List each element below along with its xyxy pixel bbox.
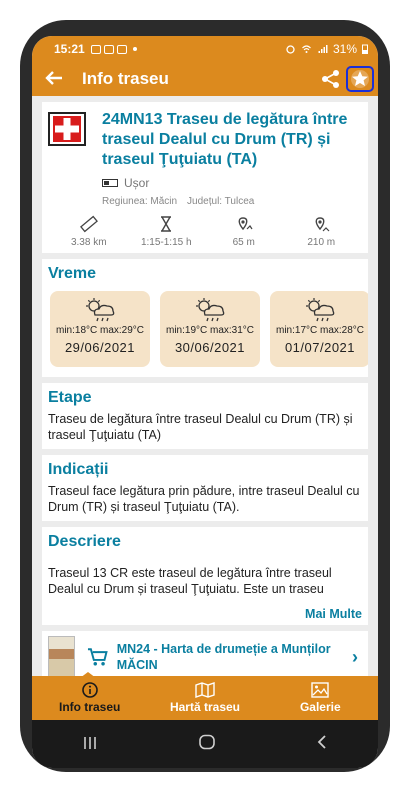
sun-rain-cloud-icon — [83, 297, 117, 323]
recent-apps-icon — [82, 736, 98, 750]
weather-date: 29/06/2021 — [64, 340, 136, 355]
status-bar — [32, 36, 378, 62]
info-icon — [82, 682, 98, 698]
weather-temps: min:17°C max:28°C — [275, 325, 365, 336]
home-button[interactable] — [198, 734, 216, 755]
favorite-button[interactable] — [346, 66, 374, 92]
hourglass-icon — [157, 215, 175, 233]
stat-elevation-gain-value: 65 m — [232, 237, 255, 248]
map-book-thumbnail — [48, 636, 75, 676]
ruler-icon — [80, 215, 98, 233]
weather-date: 01/07/2021 — [284, 340, 356, 355]
app-bar — [32, 62, 378, 96]
system-icons — [285, 42, 368, 56]
system-nav-bar — [32, 720, 378, 768]
chevron-right-icon: › — [352, 647, 358, 667]
gallery-notification-icon — [104, 45, 114, 54]
screen-title: Info traseu — [82, 69, 169, 88]
wifi-icon — [301, 44, 312, 54]
cart-icon — [87, 646, 108, 668]
notification-icons — [91, 45, 137, 54]
message-icon — [91, 45, 101, 54]
elevation-max-icon — [312, 215, 330, 233]
stat-elevation-max-value: 210 m — [307, 237, 336, 248]
signal-icon — [317, 44, 328, 54]
share-icon[interactable] — [320, 68, 342, 90]
difficulty-label: Ușor — [124, 176, 150, 190]
elevation-up-icon — [235, 215, 253, 233]
system-back-button[interactable] — [316, 734, 328, 755]
weather-day — [50, 291, 150, 367]
mail-icon — [117, 45, 127, 54]
weather-temps: min:18°C max:29°C — [55, 325, 145, 336]
stages-card — [42, 383, 368, 449]
weather-date: 30/06/2021 — [174, 340, 246, 355]
promo-text: MN24 - Harta de drumeție a Munților MĂCIN — [116, 642, 331, 672]
sun-rain-cloud-icon — [193, 297, 227, 323]
route-title: 24MN13 Traseu de legătura între traseul Dealul cu Drum (TR) și traseul Ţuţuiatu (TA) — [102, 111, 348, 168]
description-card — [42, 527, 368, 625]
route-header-card — [42, 102, 368, 253]
tab-info-label: Info traseu — [58, 700, 121, 714]
stages-text: Traseu de legătura între traseul Dealul cu Drum (TR) și traseul Ţuţuiatu (TA) — [48, 412, 353, 442]
tab-gallery[interactable] — [263, 676, 378, 720]
alarm-icon — [285, 44, 296, 54]
red-cross-icon — [48, 112, 86, 146]
tab-map-label: Hartă traseu — [169, 700, 240, 714]
map-icon — [195, 682, 215, 698]
directions-card — [42, 455, 368, 521]
difficulty-meter-icon — [102, 179, 118, 187]
sun-rain-cloud-icon — [303, 297, 337, 323]
content-scroll[interactable] — [32, 96, 378, 676]
app-screen — [32, 36, 378, 768]
stat-distance-value: 3.38 km — [70, 237, 107, 248]
weather-row[interactable] — [42, 285, 368, 367]
stat-duration — [128, 215, 206, 248]
stat-elevation-max — [283, 215, 361, 248]
stat-distance — [50, 215, 128, 248]
stages-title: Etape — [48, 389, 92, 406]
weather-title: Vreme — [48, 265, 97, 282]
description-text: Traseul 13 CR este traseul de legătura între traseul Dealul cu Drum și traseul Ţuţuiatu. Este un traseu — [48, 566, 332, 596]
battery-icon — [362, 44, 368, 54]
county-label: Județul: Tulcea — [187, 196, 255, 207]
tab-info[interactable] — [32, 676, 147, 720]
tab-gallery-label: Galerie — [299, 700, 341, 714]
stat-elevation-gain — [205, 215, 283, 248]
chevron-left-icon — [316, 734, 328, 750]
more-link[interactable]: Mai Multe — [305, 607, 362, 621]
region-info — [102, 196, 360, 207]
weather-temps: min:19°C max:31°C — [165, 325, 255, 336]
stat-duration-value: 1:15-1:15 h — [140, 237, 192, 248]
directions-text: Traseul face legătura prin pădure, intre traseul Dealul cu Drum (TR) și traseul Ţuţuiatu (TA). — [48, 484, 360, 514]
status-time: 15:21 — [54, 42, 85, 56]
back-button[interactable] — [32, 66, 76, 92]
recent-apps-button[interactable] — [82, 734, 98, 755]
more-dot-icon — [133, 47, 137, 51]
bottom-nav — [32, 676, 378, 720]
weather-card — [42, 259, 368, 377]
tab-map[interactable] — [147, 676, 262, 720]
directions-title: Indicații — [48, 461, 109, 478]
weather-day — [160, 291, 260, 367]
weather-day — [270, 291, 368, 367]
map-promo-card[interactable] — [42, 631, 368, 676]
battery-percent: 31% — [332, 42, 357, 56]
home-icon — [198, 734, 216, 750]
difficulty — [102, 176, 360, 190]
gallery-icon — [311, 682, 329, 698]
arrow-left-icon — [45, 70, 63, 86]
star-icon — [350, 69, 370, 89]
route-stats — [50, 215, 360, 248]
region-label: Regiunea: Măcin — [102, 196, 178, 207]
description-title: Descriere — [48, 533, 121, 550]
